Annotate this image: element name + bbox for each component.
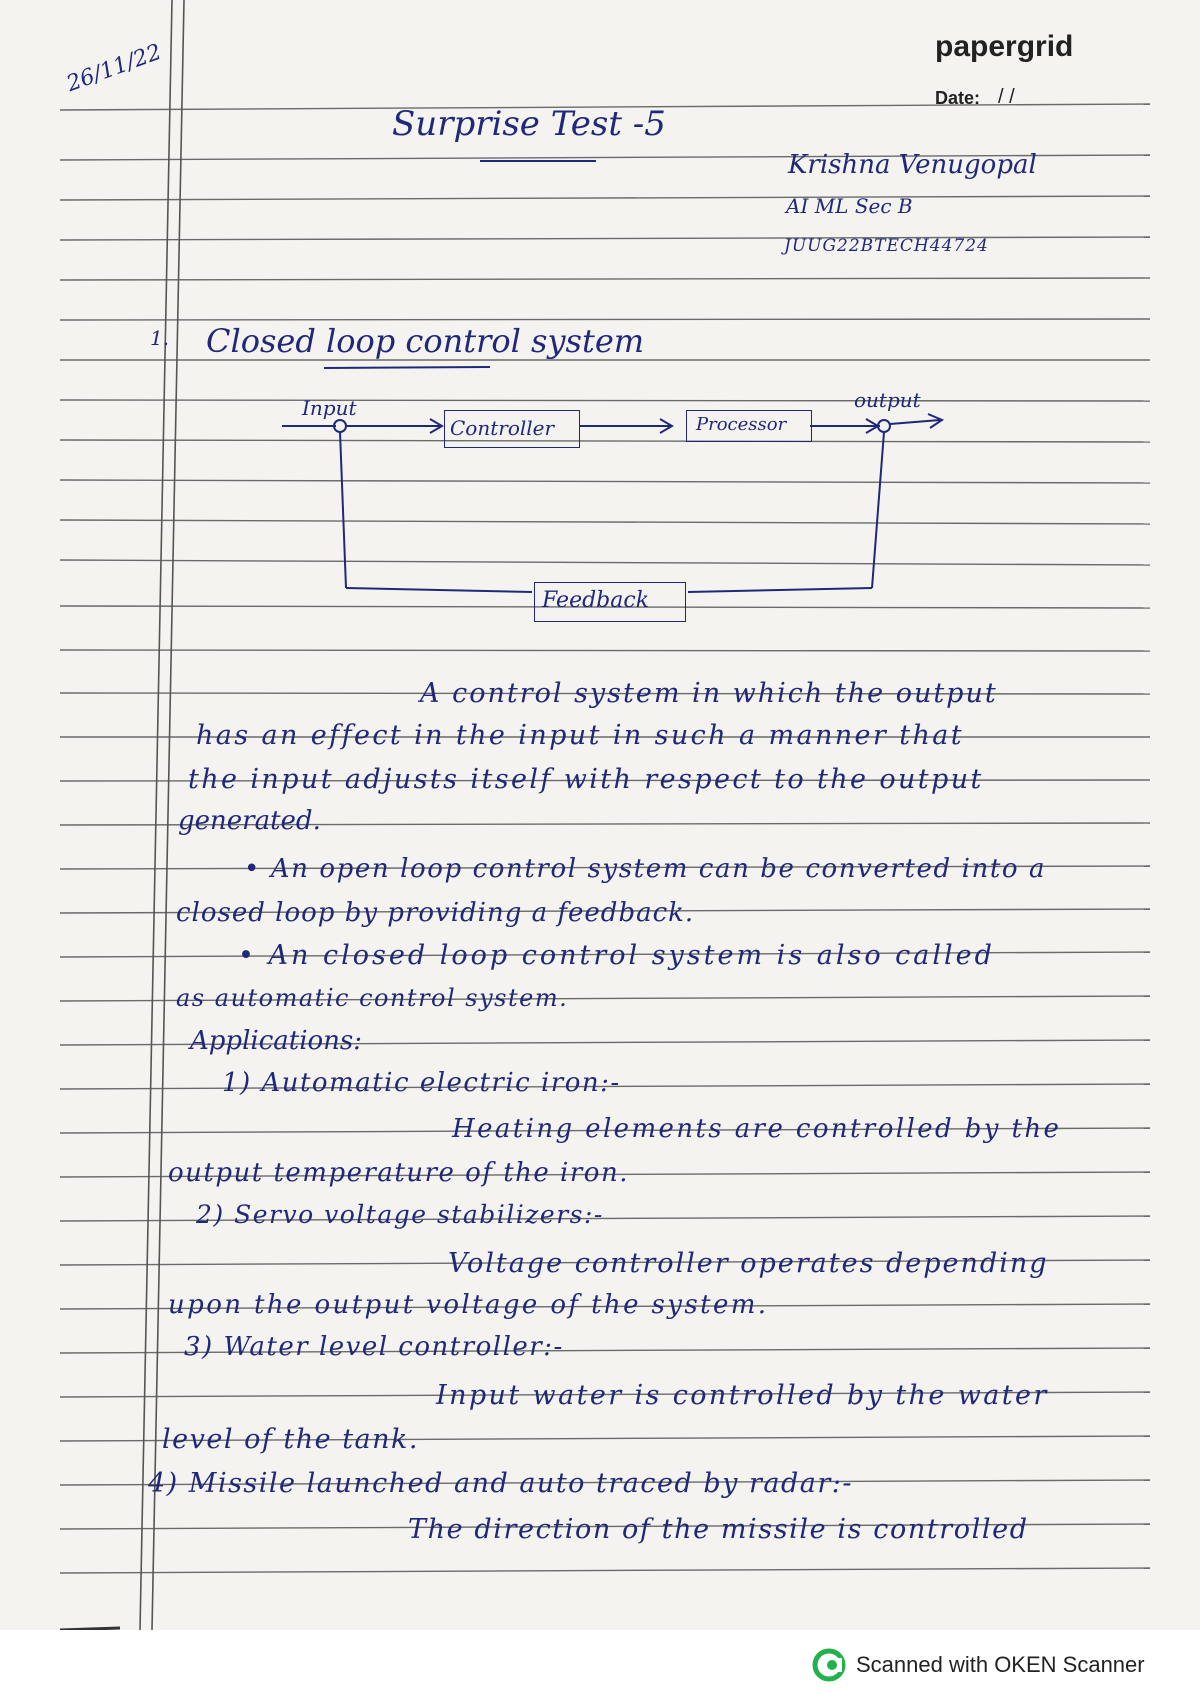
feedback-label: Feedback — [542, 588, 650, 613]
oken-scanner-icon — [812, 1648, 846, 1682]
body-line: output temperature of the iron. — [168, 1158, 629, 1188]
body-line: as automatic control system. — [176, 984, 569, 1012]
body-line: 2) Servo voltage stabilizers:- — [196, 1200, 604, 1229]
student-name: Krishna Venugopal — [788, 150, 1037, 180]
date-slashes: / / — [998, 86, 1015, 108]
brand-logo: papergrid — [935, 30, 1074, 63]
student-section: AI ML Sec B — [786, 194, 913, 218]
date-label: Date: — [935, 88, 981, 108]
body-line: • An closed loop control system is also called — [238, 940, 995, 971]
question-heading: Closed loop control system — [206, 322, 645, 360]
scanner-watermark: Scanned with OKEN Scanner — [856, 1652, 1145, 1677]
body-line: Input water is controlled by the water — [436, 1380, 1049, 1411]
body-line: upon the output voltage of the system. — [168, 1290, 769, 1320]
body-line: level of the tank. — [162, 1424, 419, 1455]
question-number: 1. — [150, 326, 170, 350]
body-line: closed loop by providing a feedback. — [176, 898, 695, 928]
diagram-input-label: Input — [302, 396, 357, 420]
heading-underline — [324, 364, 494, 372]
body-line: A control system in which the output — [420, 678, 998, 709]
body-line: Heating elements are controlled by the — [452, 1114, 1062, 1144]
body-line: has an effect in the input in such a manner that — [196, 720, 964, 751]
page-title: Surprise Test -5 — [392, 104, 666, 144]
student-roll: JUUG22BTECH44724 — [784, 236, 989, 256]
written-date: 26/11/22 — [63, 39, 165, 97]
diagram-output-label: output — [854, 388, 921, 412]
body-line: Voltage controller operates depending — [448, 1248, 1049, 1279]
body-line: 3) Water level controller:- — [184, 1332, 564, 1362]
body-line: the input adjusts itself with respect to the output — [188, 764, 984, 795]
body-line: The direction of the missile is controlled — [408, 1514, 1029, 1545]
body-line: Applications: — [190, 1026, 363, 1056]
body-line: 1) Automatic electric iron:- — [222, 1068, 621, 1098]
body-line: • An open loop control system can be converted into a — [244, 854, 1047, 884]
processor-label: Processor — [696, 414, 787, 435]
body-line: generated. — [178, 806, 321, 836]
controller-label: Controller — [450, 416, 555, 440]
title-underline — [480, 158, 600, 164]
body-line: 4) Missile launched and auto traced by radar:- — [148, 1468, 853, 1499]
